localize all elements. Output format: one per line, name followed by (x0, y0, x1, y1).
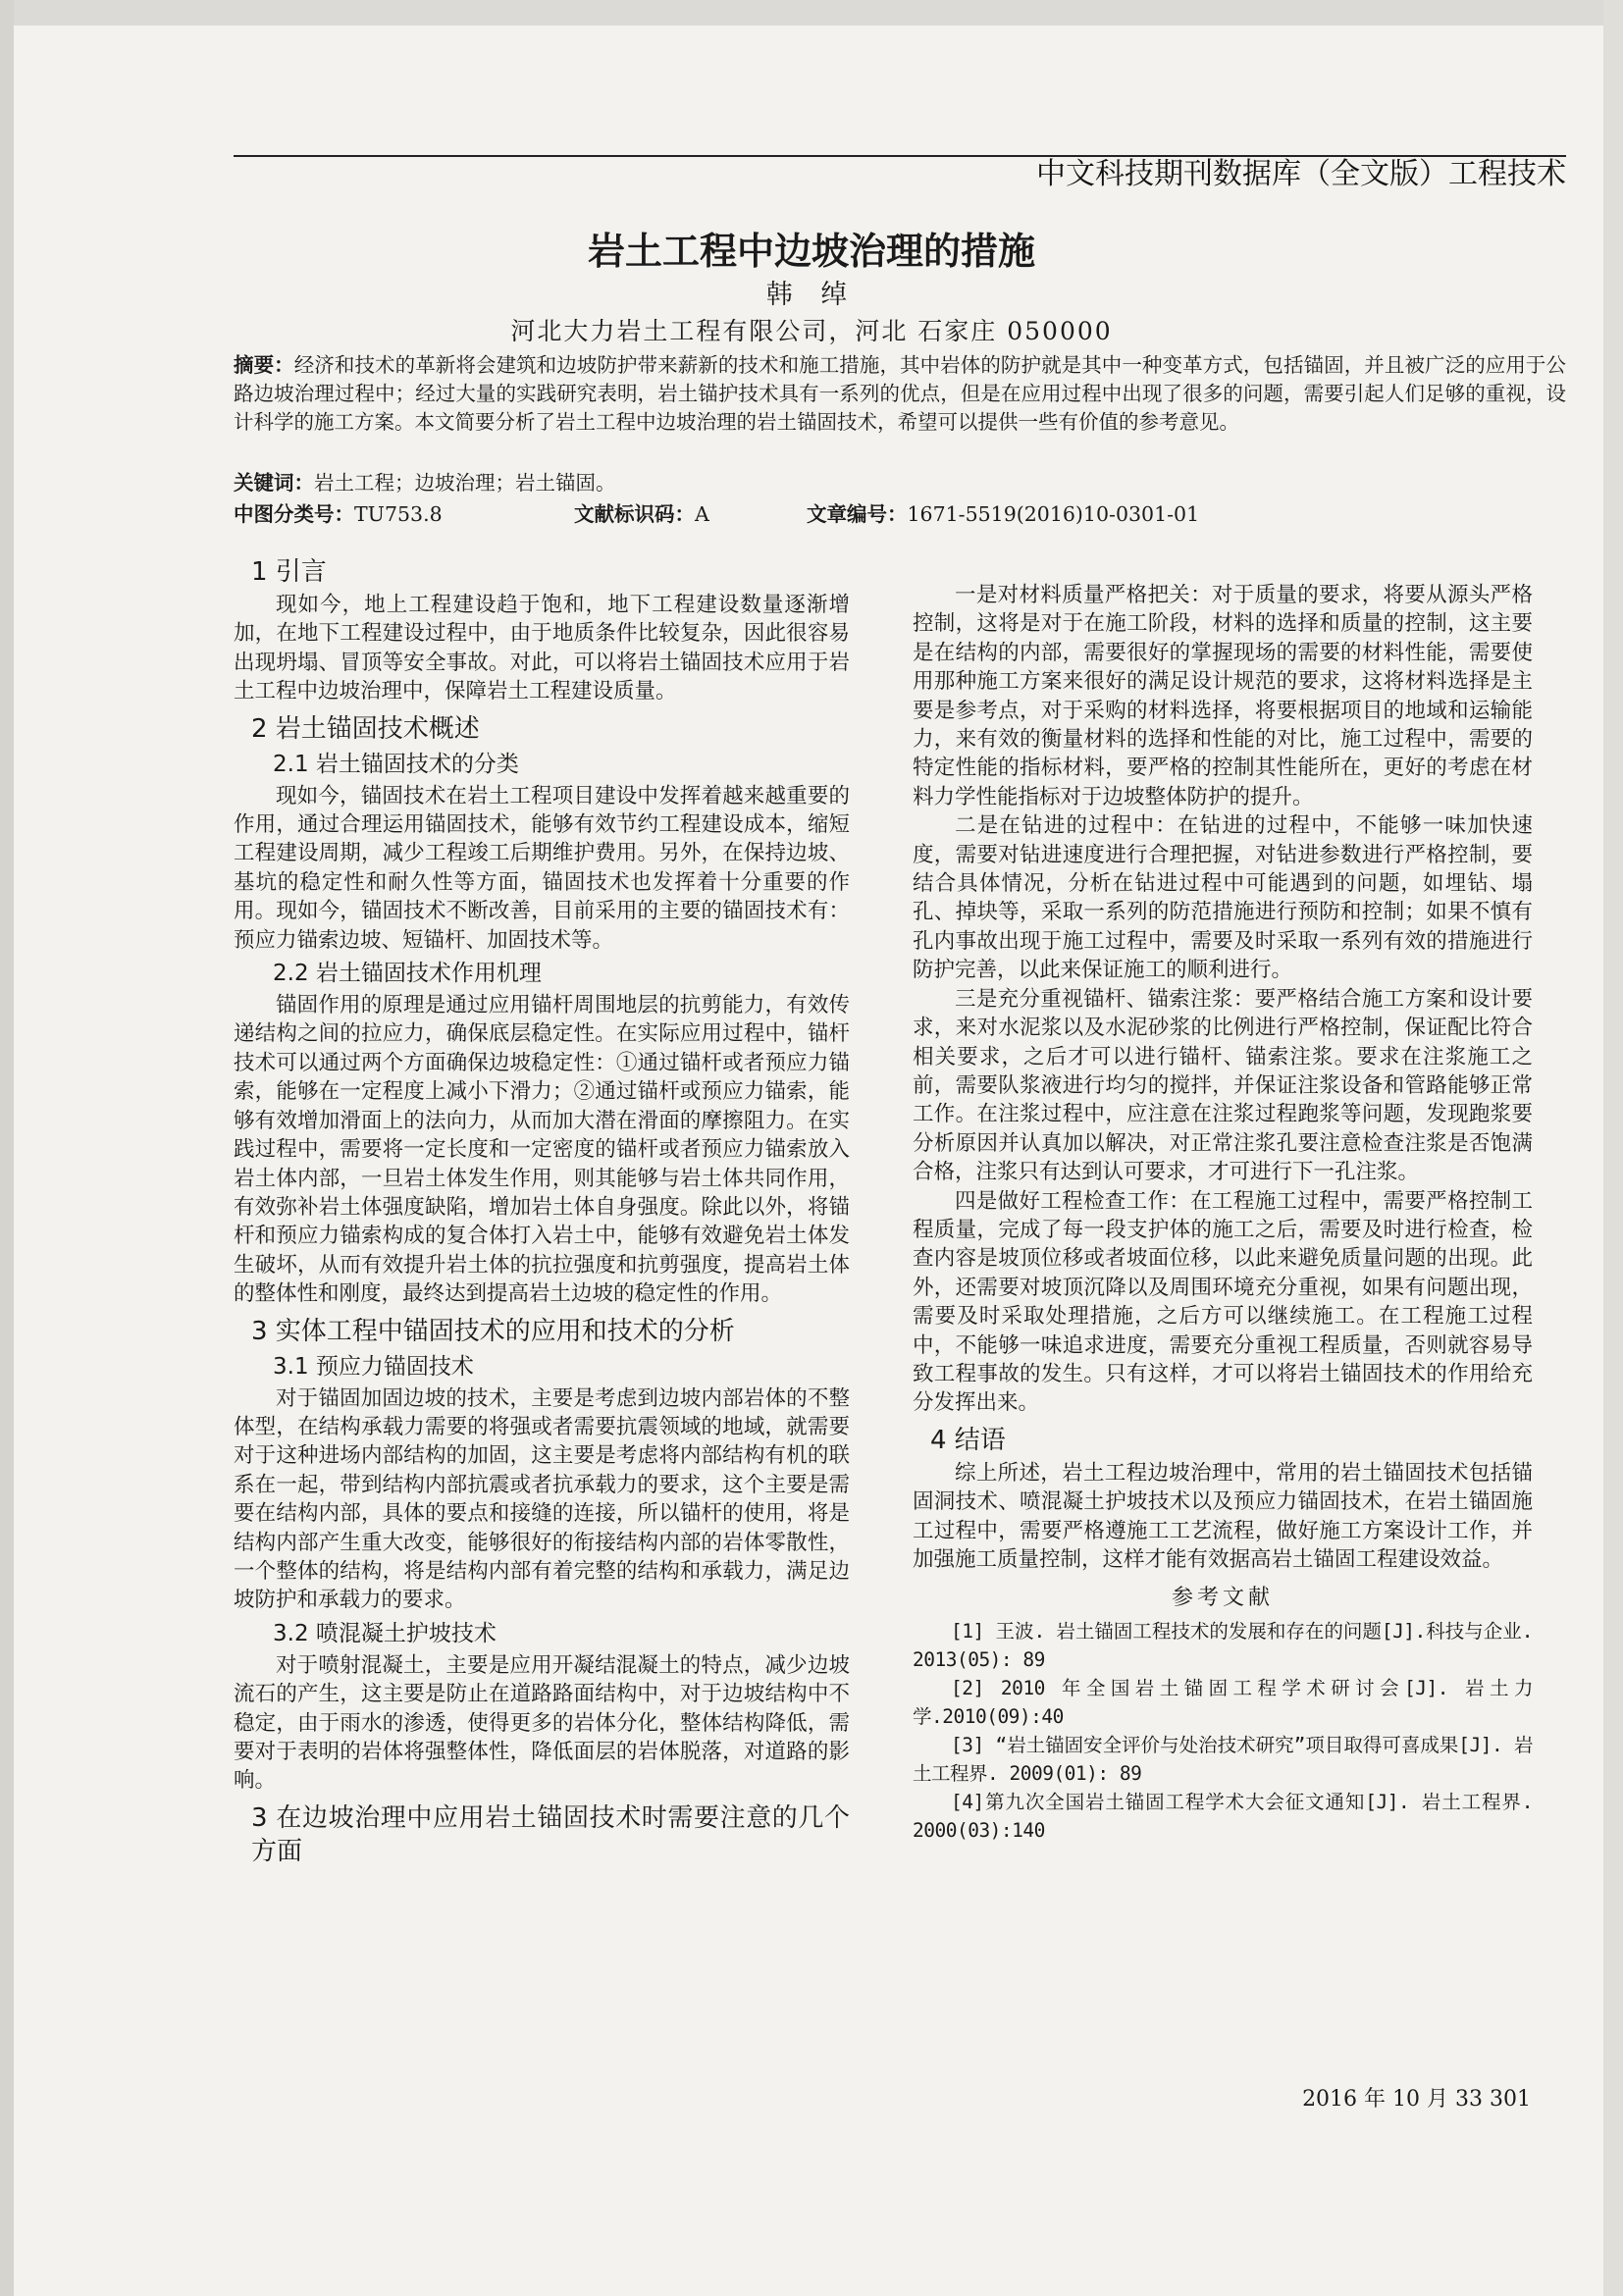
keywords-text: 岩土工程；边坡治理；岩土锚固。 (314, 471, 616, 495)
article-number-label: 文章编号： (807, 502, 908, 526)
section-heading: 2 岩土锚固技术概述 (251, 713, 480, 744)
paragraph: 现如今，地上工程建设趋于饱和，地下工程建设数量逐渐增加，在地下工程建设过程中，由于地质条件比较复杂，因此很容易出现坍塌、冒顶等安全事故。对此，可以将岩土锚固技术应用于岩土工程中边坡治理中，保障岩土工程建设质量。 (234, 593, 850, 704)
article-author: 韩 绰 (765, 280, 858, 310)
article-title: 岩土工程中边坡治理的措施 (587, 230, 1035, 273)
section-heading: 3 在边坡治理中应用岩土锚固技术时需要注意的几个方面 (251, 1802, 850, 1866)
article-number-value: 1671-5519(2016)10-0301-01 (907, 502, 1200, 526)
abstract (234, 351, 1566, 437)
abstract-text: 经济和技术的革新将会建筑和边坡防护带来薪新的技术和施工措施，其中岩体的防护就是其中一种变革方式，包括锚固，并且被广泛的应用于公路边坡治理过程中；经过大量的实践研究表明，岩土锚护技术具有一系列的优点，但是在应用过程中出现了很多的问题，需要引起人们足够的重视，设计科学的施工方案。本文简要分析了岩土工程中边坡治理的岩土锚固技术，希望可以提供一些有价值的参考意见。 (234, 353, 1566, 434)
page-footer: 2016 年 10 月 33 301 (1302, 2087, 1531, 2112)
paragraph: 一是对材料质量严格把关：对于质量的要求，将要从源头严格控制，这将是对于在施工阶段，材料的选择和质量的控制，这主要是在结构的内部，需要很好的掌握现场的需要的材料性能，需要使用那种施工方案来很好的满足设计规范的要求，这将材料选择是主要是参考点，对于采购的材料选择，将要根据项目的地域和运输能力，来有效的衡量材料的选择和性能的对比，施工过程中，需要的特定性能的指标材料，要严格的控制其性能所在，更好的考虑在材料力学性能指标对于边坡整体防护的提升。 (913, 583, 1533, 809)
subsection-heading: 2.2 岩土锚固技术作用机理 (273, 961, 542, 987)
abstract-label: 摘要： (234, 353, 294, 377)
references-title: 参考文献 (1171, 1586, 1274, 1611)
paragraph: 四是做好工程检查工作：在工程施工过程中，需要严格控制工程质量，完成了每一段支护体的施工之后，需要及时进行检查，检查内容是坡顶位移或者坡面位移，以此来避免质量问题的出现。此外，还需要对坡顶沉降以及周围环境充分重视，如果有问题出现，需要及时采取处理措施，之后方可以继续施工。在工程施工过程中，不能够一味追求进度，需要充分重视工程质量，否则就容易导致工程事故的发生。只有这样，才可以将岩土锚固技术的作用给充分发挥出来。 (913, 1188, 1533, 1416)
scan-edge-right (1603, 0, 1623, 2296)
paragraph: 对于喷射混凝土，主要是应用开凝结混凝土的特点，减少边坡流石的产生，这主要是防止在道路路面结构中，对于边坡结构中不稳定，由于雨水的渗透，使得更多的岩体分化，整体结构降低，需要对于表明的岩体将强整体性，降低面层的岩体脱落，对道路的影响。 (234, 1652, 850, 1794)
journal-header: 中文科技期刊数据库（全文版）工程技术 (1036, 157, 1566, 191)
reference-item: [3] “岩土锚固安全评价与处治技术研究”项目取得可喜成果[J]. 岩土工程界. 2009(01): 89 (913, 1734, 1533, 1786)
article-number (807, 500, 1199, 529)
subsection-heading: 3.1 预应力锚固技术 (273, 1353, 474, 1380)
section-heading: 3 实体工程中锚固技术的应用和技术的分析 (251, 1316, 735, 1346)
header-rule (234, 155, 1566, 157)
doc-code-value: A (695, 502, 709, 526)
clc-label: 中图分类号： (234, 502, 354, 526)
scan-edge-top (0, 0, 1623, 26)
section-heading: 4 结语 (930, 1425, 1006, 1455)
doc-code-label: 文献标识码： (574, 502, 695, 526)
clc-value: TU753.8 (354, 502, 443, 526)
paragraph: 现如今，锚固技术在岩土工程项目建设中发挥着越来越重要的作用，通过合理运用锚固技术，能够有效节约工程建设成本，缩短工程建设周期，减少工程竣工后期维护费用。另外，在保持边坡、基坑的稳定性和耐久性等方面，锚固技术也发挥着十分重要的作用。现如今，锚固技术不断改善，目前采用的主要的锚固技术有：预应力锚索边坡、短锚杆、加固技术等。 (234, 783, 850, 953)
scan-edge-left (0, 0, 14, 2296)
article-affiliation: 河北大力岩土工程有限公司，河北 石家庄 050000 (510, 317, 1113, 345)
reference-item: [4]第九次全国岩土锚固工程学术大会征文通知[J]. 岩土工程界. 2000(03):140 (913, 1791, 1533, 1843)
subsection-heading: 2.1 岩土锚固技术的分类 (273, 751, 519, 777)
keywords (234, 469, 1566, 497)
paragraph: 综上所述，岩土工程边坡治理中，常用的岩土锚固技术包括锚固洞技术、喷混凝土护坡技术以及预应力锚固技术，在岩土锚固施工过程中，需要严格遵施工工艺流程，做好施工方案设计工作，并加强施工质量控制，这样才能有效据高岩土锚固工程建设效益。 (913, 1460, 1533, 1572)
clc-number (234, 500, 443, 529)
paragraph: 二是在钻进的过程中：在钻进的过程中，不能够一味加快速度，需要对钻进速度进行合理把握，对钻进参数进行严格控制，要结合具体情况，分析在钻进过程中可能遇到的问题，如埋钻、塌孔、掉块等，采取一系列的防范措施进行预防和控制；如果不慎有孔内事故出现于施工过程中，需要及时采取一系列有效的措施进行防护完善，以此来保证施工的顺利进行。 (913, 813, 1533, 983)
right-column (913, 581, 1533, 1845)
subsection-heading: 3.2 喷混凝土护坡技术 (273, 1620, 497, 1646)
reference-item: [2] 2010 年全国岩土锚固工程学术研讨会[J]. 岩土力学.2010(09):40 (913, 1677, 1533, 1729)
left-column (234, 549, 850, 1870)
reference-item: [1] 王波. 岩土锚固工程技术的发展和存在的问题[J].科技与企业. 2013(05): 89 (913, 1620, 1533, 1672)
section-heading: 1 引言 (251, 557, 327, 587)
paragraph: 锚固作用的原理是通过应用锚杆周围地层的抗剪能力，有效传递结构之间的拉应力，确保底层稳定性。在实际应用过程中，锚杆技术可以通过两个方面确保边坡稳定性：①通过锚杆或者预应力锚索，能够在一定程度上减小下滑力；②通过锚杆或预应力锚索，能够有效增加滑面上的法向力，从而加大潜在滑面的摩擦阻力。在实践过程中，需要将一定长度和一定密度的锚杆或者预应力锚索放入岩土体内部，一旦岩土体发生作用，则其能够与岩土体共同作用，有效弥补岩土体强度缺陷，增加岩土体自身强度。除此以外，将锚杆和预应力锚索构成的复合体打入岩土中，能够有效避免岩土体发生破坏，从而有效提升岩土体的抗拉强度和抗剪强度，提高岩土体的整体性和刚度，最终达到提高岩土边坡的稳定性的作用。 (234, 993, 850, 1307)
paragraph: 对于锚固加固边坡的技术，主要是考虑到边坡内部岩体的不整体型，在结构承载力需要的将强或者需要抗震领域的地域，就需要对于这种进场内部结构的加固，这主要是考虑将内部结构有机的联系在一起，带到结构内部抗震或者抗承载力的要求，这个主要是需要在结构内部，具体的要点和接缝的连接，所以锚杆的使用，将是结构内部产生重大改变，能够很好的衔接结构内部的岩体零散性，一个整体的结构，将是结构内部有着完整的结构和承载力，满足边坡防护和承载力的要求。 (234, 1385, 850, 1613)
keywords-label: 关键词： (234, 471, 314, 495)
paragraph: 三是充分重视锚杆、锚索注浆：要严格结合施工方案和设计要求，来对水泥浆以及水泥砂浆的比例进行严格控制，保证配比符合相关要求，之后才可以进行锚杆、锚索注浆。要求在注浆施工之前，需要队浆液进行均匀的搅拌，并保证注浆设备和管路能够正常工作。在注浆过程中，应注意在注浆过程跑浆等问题，发现跑浆要分析原因并认真加以解决，对正常注浆孔要注意检查注浆是否饱满合格，注浆只有达到认可要求，才可进行下一孔注浆。 (913, 986, 1533, 1185)
document-code (574, 500, 709, 529)
